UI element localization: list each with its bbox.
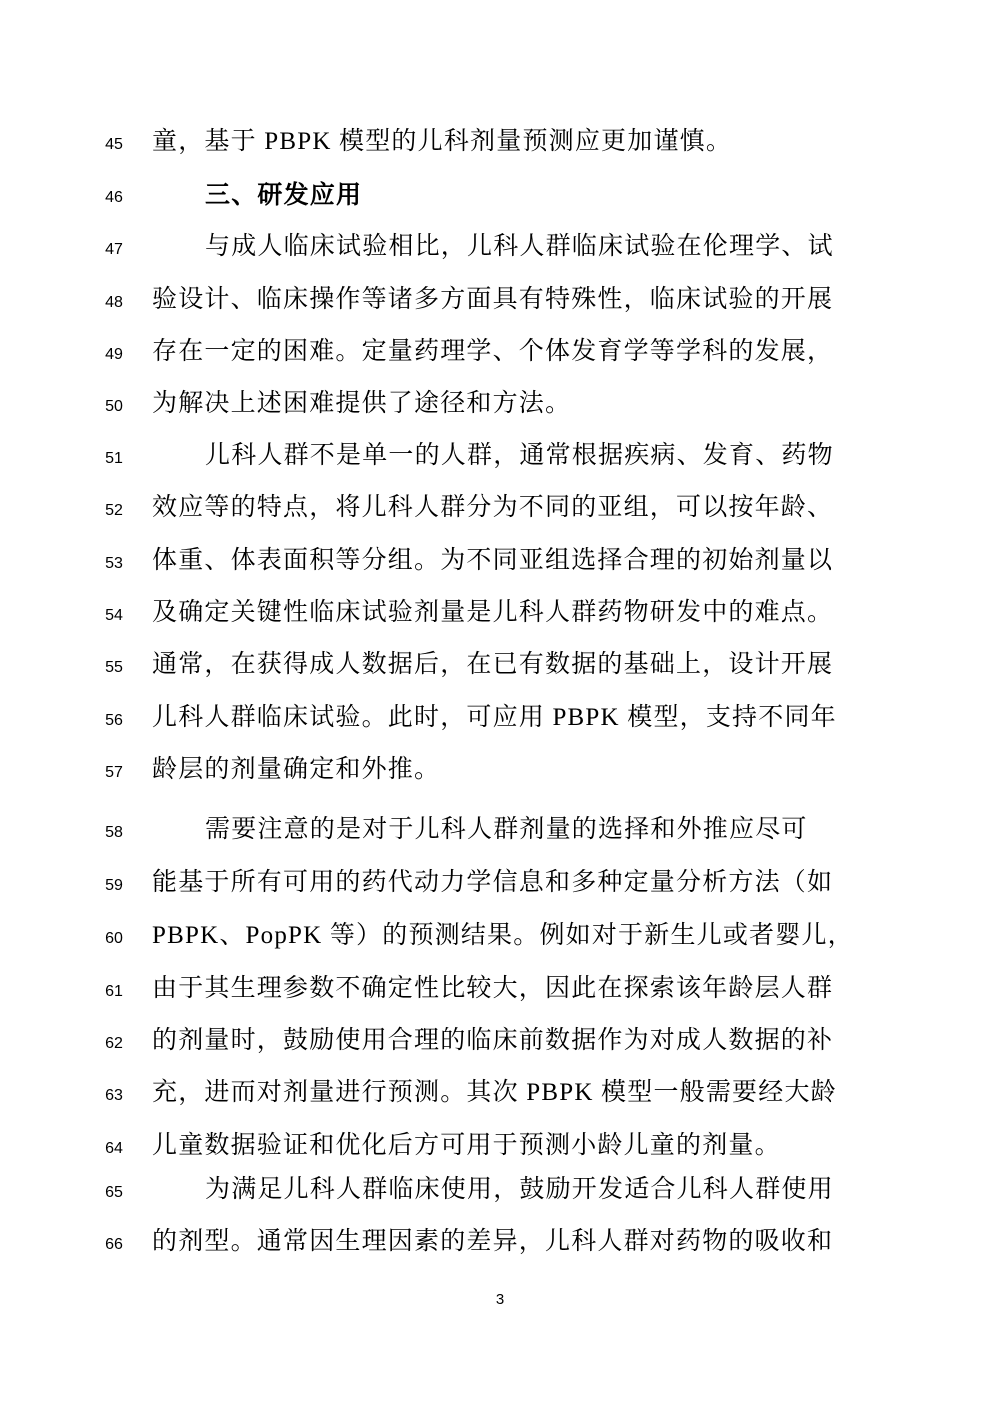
text-line [0, 229, 1000, 273]
text-line [0, 490, 1000, 534]
line-text: 及确定关键性临床试验剂量是儿科人群药物研发中的难点。 [152, 599, 834, 626]
text-line [0, 1172, 1000, 1216]
line-number: 52 [105, 502, 123, 519]
line-text: 的剂量时，鼓励使用合理的临床前数据作为对成人数据的补 [152, 1027, 834, 1054]
line-text: 为满足儿科人群临床使用，鼓励开发适合儿科人群使用 [205, 1176, 834, 1203]
line-text: PBPK、PopPK 等）的预测结果。例如对于新生儿或者婴儿， [152, 922, 854, 949]
line-text: 需要注意的是对于儿科人群剂量的选择和外推应尽可 [205, 816, 808, 843]
text-line [0, 1128, 1000, 1172]
line-text: 为解决上述困难提供了途径和方法。 [152, 390, 572, 417]
text-line [0, 812, 1000, 856]
line-text: 的剂型。通常因生理因素的差异，儿科人群对药物的吸收和 [152, 1228, 834, 1255]
line-text: 通常，在获得成人数据后，在已有数据的基础上，设计开展 [152, 651, 834, 678]
line-number: 64 [105, 1140, 123, 1157]
text-line [0, 282, 1000, 326]
section-heading-line [0, 177, 1000, 221]
line-text: 存在一定的困难。定量药理学、个体发育学等学科的发展， [152, 338, 834, 365]
line-number: 51 [105, 450, 123, 467]
line-number: 50 [105, 398, 123, 415]
text-line [0, 1023, 1000, 1067]
line-number: 45 [105, 136, 123, 153]
line-text: 能基于所有可用的药代动力学信息和多种定量分析方法（如 [152, 869, 834, 896]
line-text: 儿童数据验证和优化后方可用于预测小龄儿童的剂量。 [152, 1132, 781, 1159]
text-line [0, 1075, 1000, 1119]
text-line [0, 1224, 1000, 1268]
text-line [0, 700, 1000, 744]
line-text: 儿科人群不是单一的人群，通常根据疾病、发育、药物 [205, 442, 834, 469]
text-line [0, 543, 1000, 587]
text-line [0, 752, 1000, 796]
line-number: 54 [105, 607, 123, 624]
line-number: 48 [105, 294, 123, 311]
text-line [0, 438, 1000, 482]
line-number: 53 [105, 555, 123, 572]
text-line [0, 918, 1000, 962]
text-line [0, 334, 1000, 378]
line-text: 验设计、临床操作等诸多方面具有特殊性，临床试验的开展 [152, 286, 834, 313]
line-number: 58 [105, 824, 123, 841]
line-text: 与成人临床试验相比，儿科人群临床试验在伦理学、试 [205, 233, 834, 260]
line-number: 47 [105, 241, 123, 258]
text-line [0, 595, 1000, 639]
line-text: 童，基于 PBPK 模型的儿科剂量预测应更加谨慎。 [152, 128, 733, 155]
line-number: 65 [105, 1184, 123, 1201]
line-number: 57 [105, 764, 123, 781]
line-number: 61 [105, 983, 123, 1000]
line-number: 49 [105, 346, 123, 363]
text-line [0, 124, 1000, 168]
line-text: 充，进而对剂量进行预测。其次 PBPK 模型一般需要经大龄 [152, 1079, 837, 1106]
text-line [0, 971, 1000, 1015]
line-number: 55 [105, 659, 123, 676]
line-text: 体重、体表面积等分组。为不同亚组选择合理的初始剂量以 [152, 547, 834, 574]
line-text: 龄层的剂量确定和外推。 [152, 756, 441, 783]
page-number: 3 [495, 1291, 505, 1308]
line-number: 59 [105, 877, 123, 894]
line-number: 56 [105, 712, 123, 729]
line-number: 66 [105, 1236, 123, 1253]
line-number: 62 [105, 1035, 123, 1052]
line-text: 效应等的特点，将儿科人群分为不同的亚组，可以按年龄、 [152, 494, 834, 521]
line-text: 儿科人群临床试验。此时，可应用 PBPK 模型，支持不同年 [152, 704, 837, 731]
line-number: 63 [105, 1087, 123, 1104]
line-text: 由于其生理参数不确定性比较大，因此在探索该年龄层人群 [152, 975, 834, 1002]
text-line [0, 647, 1000, 691]
text-line [0, 386, 1000, 430]
line-number: 46 [105, 189, 123, 206]
section-heading: 三、研发应用 [205, 180, 363, 209]
line-number: 60 [105, 930, 123, 947]
text-line [0, 865, 1000, 909]
